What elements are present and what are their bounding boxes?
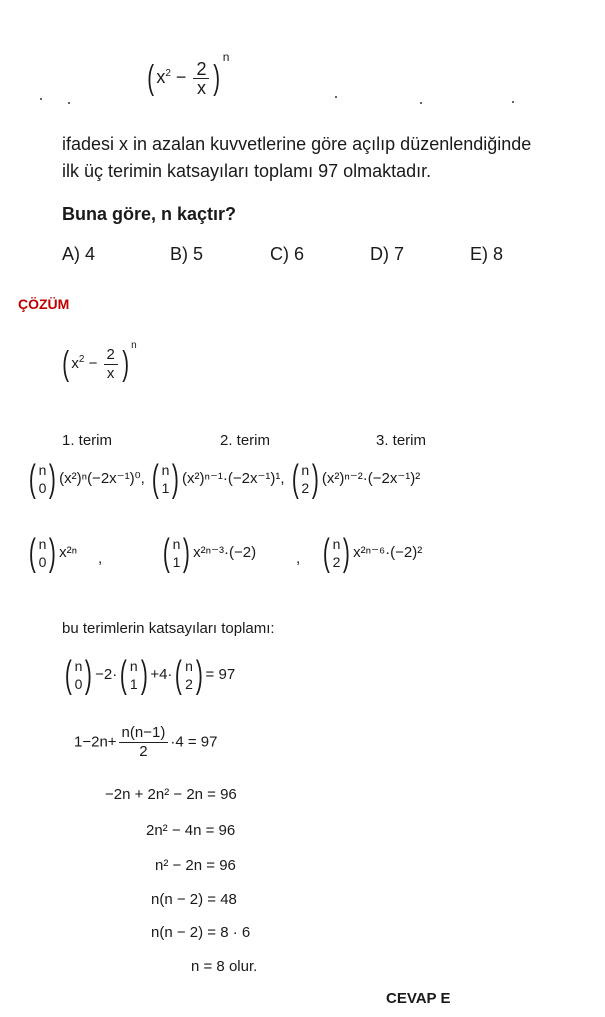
step-2: −2n + 2n² − 2n = 96 bbox=[105, 786, 237, 803]
option-c: C) 6 bbox=[270, 244, 305, 264]
sum-label: bu terimlerin katsayıları toplamı: bbox=[62, 620, 275, 637]
option-e: E) 8 bbox=[470, 244, 504, 264]
right-paren: ) bbox=[213, 59, 221, 98]
expr-frac-den: x bbox=[106, 364, 115, 382]
term-1-expanded: (x²)ⁿ(−2x⁻¹)⁰ bbox=[59, 469, 141, 487]
binom-n-0: ( n 0 ) bbox=[28, 532, 57, 574]
binom-n-0: ( n 0 ) bbox=[64, 654, 93, 696]
solution-header: ÇÖZÜM bbox=[18, 296, 70, 312]
expr-frac-den: x bbox=[196, 77, 206, 98]
question-prompt: Buna göre, n kaçtır? bbox=[62, 204, 237, 224]
expr-exp: 2 bbox=[165, 68, 171, 79]
term-3-simplified: ( n 2 ) x²ⁿ⁻⁶·(−2)² bbox=[320, 534, 422, 572]
option-a: A) 4 bbox=[62, 244, 96, 264]
option-b: B) 5 bbox=[170, 244, 204, 264]
expr-fraction bbox=[193, 60, 209, 97]
binom-n-0: ( n 0 ) bbox=[28, 458, 57, 500]
binom-n-2: ( n 2 ) bbox=[175, 654, 203, 696]
expr-minus: − bbox=[175, 67, 187, 87]
binom-n-2: ( n 2 ) bbox=[322, 532, 351, 574]
expr-frac-num: 2 bbox=[104, 346, 118, 365]
binom-n-2: ( n 2 ) bbox=[291, 458, 320, 500]
step-3: 2n² − 4n = 96 bbox=[146, 822, 236, 839]
term-header-3: 3. terim bbox=[376, 432, 427, 449]
terms-expanded-row bbox=[26, 460, 420, 498]
option-d: D) 7 bbox=[370, 244, 405, 264]
scan-dot bbox=[420, 102, 422, 104]
scan-dot bbox=[335, 96, 337, 98]
term-2-expanded: (x²)ⁿ⁻¹·(−2x⁻¹)¹ bbox=[182, 469, 281, 487]
binom-n-1: ( n 1 ) bbox=[151, 458, 180, 500]
right-paren: ) bbox=[122, 345, 129, 384]
term-header-1: 1. terim bbox=[62, 432, 113, 449]
separator: , bbox=[140, 469, 145, 487]
term-3-expanded: (x²)ⁿ⁻²·(−2x⁻¹)² bbox=[321, 469, 421, 487]
scan-dot bbox=[68, 102, 70, 104]
answer-label: CEVAP E bbox=[386, 990, 451, 1007]
binom-sum-equation: ( n 0 ) −2· ( n 1 ) +4· ( n 2 ) = 97 bbox=[62, 656, 235, 694]
step-4: n² − 2n = 96 bbox=[155, 857, 236, 874]
expr-base: x bbox=[156, 67, 166, 87]
term-2-simplified: ( n 1 ) x²ⁿ⁻³·(−2) bbox=[160, 534, 256, 572]
left-paren: ( bbox=[62, 345, 70, 384]
step-5: n(n − 2) = 48 bbox=[151, 891, 237, 908]
expr-minus: − bbox=[88, 355, 98, 372]
separator: , bbox=[280, 469, 285, 487]
question-line-2: ilk üç terimin katsayıları toplamı 97 olmaktadır. bbox=[62, 161, 432, 181]
expr-frac-num: 2 bbox=[193, 60, 209, 79]
question-expression bbox=[145, 50, 229, 97]
step-6: n(n − 2) = 8 · 6 bbox=[151, 924, 251, 941]
term-1-simplified: ( n 0 ) x²ⁿ bbox=[26, 534, 77, 572]
expr-fraction bbox=[104, 346, 118, 383]
expr-power: n bbox=[131, 340, 137, 351]
expr-exp: 2 bbox=[78, 354, 85, 365]
separator: , bbox=[296, 550, 301, 567]
term-header-2: 2. terim bbox=[220, 432, 271, 449]
question-line-1: ifadesi x in azalan kuvvetlerine göre açılıp düzenlendiğinde bbox=[62, 134, 532, 154]
binom-n-1: ( n 1 ) bbox=[120, 654, 148, 696]
left-paren: ( bbox=[147, 59, 155, 98]
solution-expression bbox=[60, 340, 137, 383]
step-7: n = 8 olur. bbox=[191, 958, 258, 975]
separator: , bbox=[98, 550, 103, 567]
expr-power: n bbox=[222, 50, 230, 64]
scan-dot bbox=[512, 101, 514, 103]
binom-n-1: ( n 1 ) bbox=[162, 532, 191, 574]
expr-base: x bbox=[71, 355, 79, 372]
step-fraction: $\frac{n(n-1)}{2}$ bbox=[119, 724, 169, 761]
scan-dot bbox=[40, 98, 42, 100]
step-1: 1−2n+ $\frac{n(n-1)}{2}$ ·4 = 97 bbox=[74, 724, 218, 760]
